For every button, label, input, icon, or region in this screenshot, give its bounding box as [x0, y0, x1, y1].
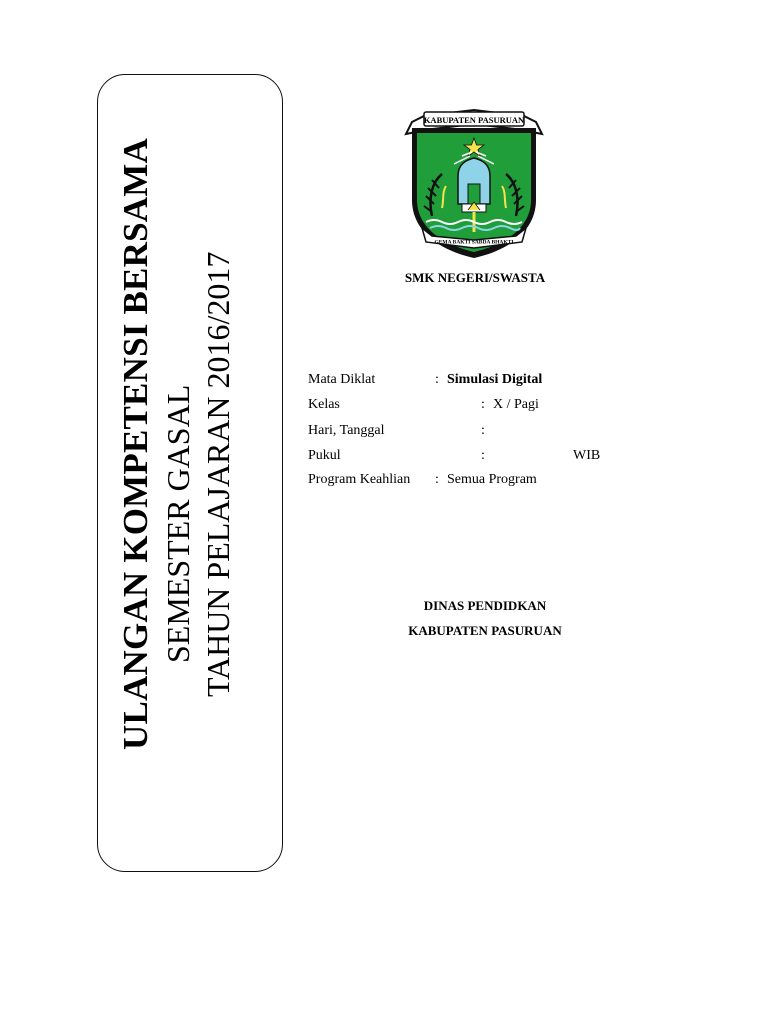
- school-name: SMK NEGERI/SWASTA: [404, 270, 546, 285]
- agency-name: DINAS PENDIDKAN: [423, 598, 547, 613]
- class-label: Kelas: [308, 397, 340, 412]
- time-label: Pukul: [308, 448, 341, 463]
- cover-title-main: ULANGAN KOMPETENSI BERSAMA: [116, 138, 155, 750]
- time-separator: :: [481, 448, 485, 463]
- kabupaten-pasuruan-emblem: [402, 104, 546, 262]
- program-value: Semua Program: [447, 472, 537, 487]
- day-date-separator: :: [481, 423, 485, 438]
- day-date-label: Hari, Tanggal: [308, 423, 385, 438]
- class-separator: :: [481, 397, 485, 412]
- time-unit: WIB: [573, 448, 601, 463]
- cover-title-year: TAHUN PELAJARAN 2016/2017: [200, 251, 236, 697]
- emblem-icon: [402, 104, 546, 262]
- subject-separator: :: [435, 372, 439, 387]
- class-value: X / Pagi: [493, 397, 539, 412]
- cover-title-semester: SEMESTER GASAL: [160, 384, 196, 663]
- emblem-motto: GEMA BAKTI SABDA BHAKTI: [434, 239, 514, 246]
- subject-label: Mata Diklat: [308, 372, 376, 387]
- program-separator: :: [435, 472, 439, 487]
- agency-region: KABUPATEN PASURUAN: [408, 623, 562, 638]
- emblem-banner-text: KABUPATEN PASURUAN: [423, 115, 525, 125]
- subject-value: Simulasi Digital: [447, 372, 543, 387]
- program-label: Program Keahlian: [308, 472, 411, 487]
